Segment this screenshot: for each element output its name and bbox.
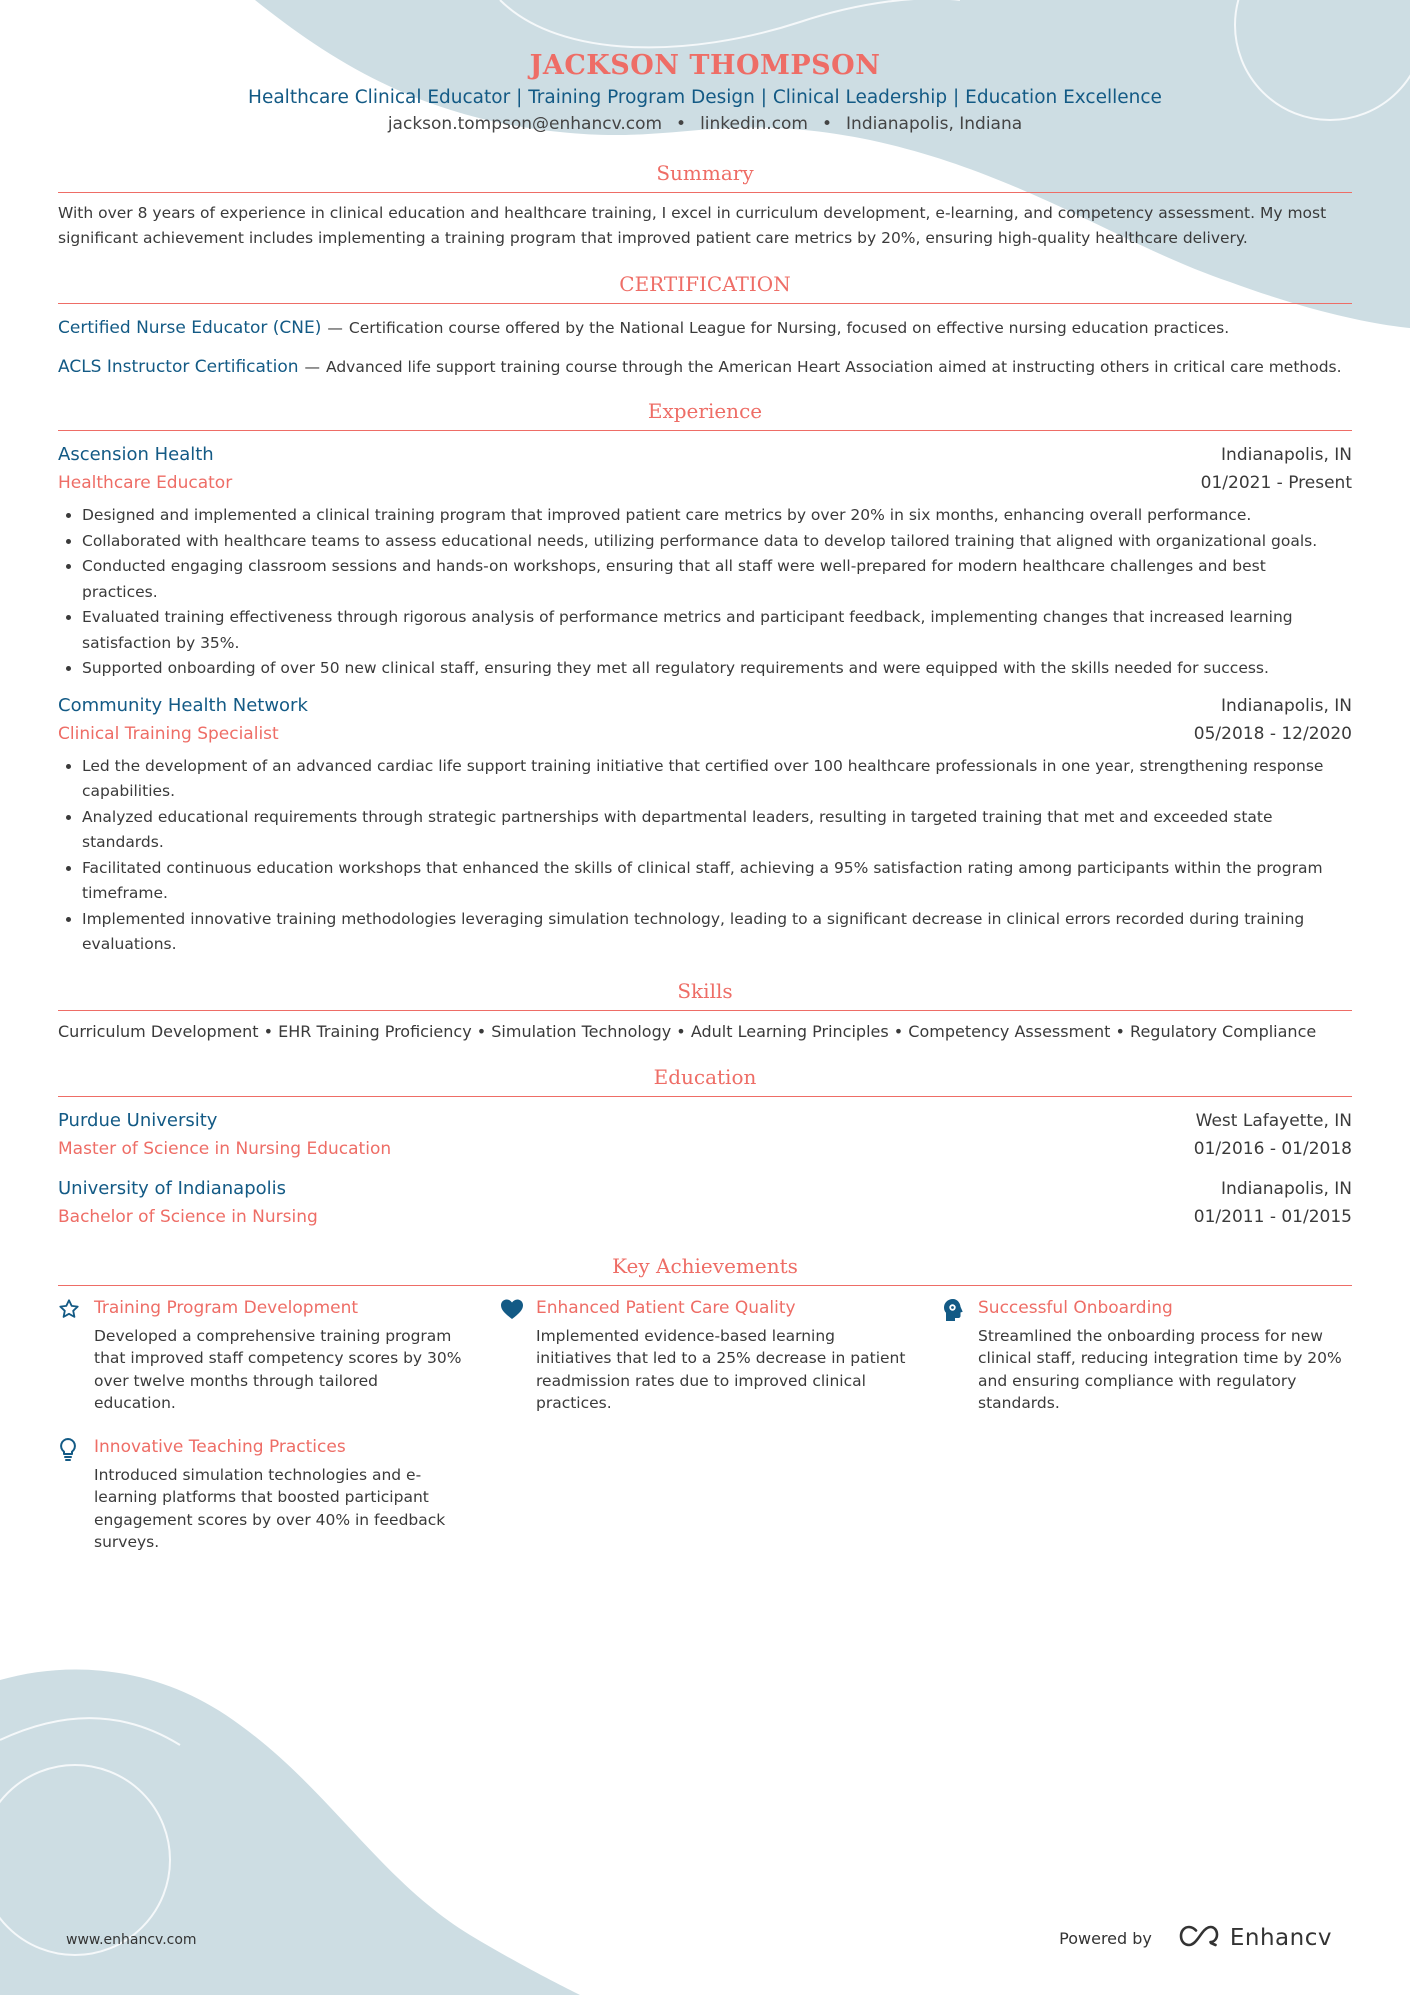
enhancv-brand-name[interactable]: Enhancv [1229, 1925, 1332, 1951]
contact-separator: • [822, 114, 833, 134]
job-title: Healthcare Educator [58, 473, 233, 493]
candidate-headline: Healthcare Clinical Educator | Training Program Design | Clinical Leadership | Education Excellence [248, 87, 1162, 108]
achievement-title: Successful Onboarding [978, 1297, 1173, 1318]
powered-by-label: Powered by [1059, 1928, 1152, 1948]
job-bullet: • Led the development of an advanced cardiac life support training initiative that certified over 100 healthcare professionals in one year, strengthening response capabilities. [82, 754, 1352, 805]
skills-section [58, 978, 1352, 1044]
section-divider [58, 1010, 1352, 1011]
head-icon [942, 1294, 978, 1415]
experience-section [58, 398, 1352, 958]
job-bullets [58, 503, 1352, 682]
achievement-item [58, 1294, 500, 1415]
job-bullet: • Evaluated training effectiveness through rigorous analysis of performance metrics and participant feedback, implementing changes that increased learning satisfaction by 35%. [82, 605, 1352, 656]
education-dates: 01/2016 - 01/2018 [1193, 1138, 1352, 1159]
school-location: West Lafayette, IN [1195, 1110, 1352, 1131]
job-bullet: • Designed and implemented a clinical training program that improved patient care metrics by over 20% in six months, enhancing overall performance. [82, 503, 1352, 529]
certification-description: Certification course offered by the National League for Nursing, focused on effective nursing education practices. [348, 319, 1230, 337]
job-bullet: • Facilitated continuous education workshops that enhanced the skills of clinical staff, achieving a 95% satisfaction rating among participants within the program timeframe. [82, 856, 1352, 907]
education-section [58, 1064, 1352, 1231]
enhancv-logo-icon[interactable] [1178, 1924, 1222, 1952]
school-name: Purdue University [58, 1109, 218, 1131]
education-entry [58, 1107, 1352, 1163]
footer-website-link[interactable]: www.enhancv.com [66, 1932, 197, 1948]
website-link[interactable]: linkedin.com [700, 114, 808, 134]
lightbulb-icon [58, 1433, 94, 1554]
achievement-item [942, 1294, 1352, 1415]
education-dates: 01/2011 - 01/2015 [1193, 1206, 1352, 1227]
section-divider [58, 430, 1352, 431]
section-title-skills: Skills [677, 978, 733, 1003]
job-bullet: • Collaborated with healthcare teams to assess educational needs, utilizing performance data to develop tailored training that aligned with organizational goals. [82, 529, 1352, 555]
resume-header [58, 0, 1352, 136]
degree-name: Master of Science in Nursing Education [58, 1138, 392, 1159]
candidate-name: JACKSON THOMPSON [529, 50, 881, 81]
company-name: Ascension Health [58, 444, 214, 465]
section-title-achievements: Key Achievements [612, 1253, 798, 1278]
job-bullet: • Conducted engaging classroom sessions and hands-on workshops, ensuring that all staff were well-prepared for modern healthcare challenges and best practices. [82, 554, 1352, 605]
degree-name: Bachelor of Science in Nursing [58, 1206, 318, 1227]
resume-page [58, 0, 1352, 1554]
achievement-item [500, 1294, 942, 1415]
certification-separator: — [304, 358, 320, 376]
footer-branding [1059, 1924, 1332, 1952]
summary-section [58, 160, 1352, 251]
location-text: Indianapolis, Indiana [846, 114, 1023, 134]
section-divider [58, 192, 1352, 193]
achievement-description: Streamlined the onboarding process for new clinical staff, reducing integration time by 20% and ensuring compliance with regulatory standards. [978, 1326, 1342, 1412]
certification-name: ACLS Instructor Certification [58, 357, 299, 377]
certification-section [58, 271, 1352, 380]
job-dates: 01/2021 - Present [1200, 473, 1352, 493]
section-title-certification: CERTIFICATION [619, 272, 791, 296]
certification-item [58, 316, 1352, 341]
contact-separator: • [676, 114, 687, 134]
job-dates: 05/2018 - 12/2020 [1193, 723, 1352, 744]
summary-text: With over 8 years of experience in clinical education and healthcare training, I excel in curriculum development, e-learning, and competency assessment. My most significant achievement includes implementing a training program that improved patient care metrics by 20%, ensuring high-quality healthcare delivery. [58, 204, 1327, 247]
certification-name: Certified Nurse Educator (CNE) [58, 318, 322, 338]
school-location: Indianapolis, IN [1221, 1178, 1352, 1199]
section-title-education: Education [653, 1064, 757, 1089]
achievement-description: Introduced simulation technologies and e-learning platforms that boosted participant engagement scores by over 40% in feedback surveys. [94, 1465, 446, 1551]
achievement-title: Training Program Development [94, 1297, 359, 1318]
section-title-summary: Summary [656, 161, 754, 185]
achievements-grid [58, 1294, 1352, 1554]
heart-icon [500, 1294, 536, 1415]
job-bullets [58, 754, 1352, 958]
job-location: Indianapolis, IN [1221, 695, 1352, 716]
achievement-title: Enhanced Patient Care Quality [536, 1297, 796, 1318]
company-name: Community Health Network [58, 694, 308, 716]
job-title: Clinical Training Specialist [58, 723, 279, 744]
certification-item [58, 355, 1352, 380]
school-name: University of Indianapolis [58, 1177, 287, 1199]
job-bullet: • Analyzed educational requirements through strategic partnerships with departmental leaders, resulting in targeted training that met and exceeded state standards. [82, 805, 1352, 856]
star-icon [58, 1294, 94, 1415]
section-divider [58, 1096, 1352, 1097]
job-bullet: • Supported onboarding of over 50 new clinical staff, ensuring they met all regulatory requirements and were equipped with the skills needed for success. [82, 656, 1352, 682]
job-location: Indianapolis, IN [1221, 445, 1352, 465]
certification-separator: — [327, 319, 343, 337]
certification-description: Advanced life support training course through the American Heart Association aimed at instructing others in critical care methods. [326, 358, 1342, 376]
job-bullet: • Implemented innovative training methodologies leveraging simulation technology, leading to a significant decrease in clinical errors recorded during training evaluations. [82, 907, 1352, 958]
achievement-title: Innovative Teaching Practices [94, 1436, 346, 1457]
section-divider [58, 1285, 1352, 1286]
education-entry [58, 1175, 1352, 1231]
achievements-section [58, 1253, 1352, 1554]
email-link[interactable]: jackson.tompson@enhancv.com [387, 114, 663, 134]
experience-entry [58, 441, 1352, 682]
experience-entry [58, 692, 1352, 958]
section-divider [58, 303, 1352, 304]
skills-list: Curriculum Development • EHR Training Proficiency • Simulation Technology • Adult Learning Principles • Competency Assessment • Regulatory Compliance [58, 1021, 1317, 1041]
achievement-description: Developed a comprehensive training program that improved staff competency scores by 30% over twelve months through tailored education. [94, 1326, 462, 1412]
achievement-item [58, 1433, 500, 1554]
section-title-experience: Experience [647, 399, 763, 423]
contact-info [58, 112, 1352, 136]
achievement-description: Implemented evidence-based learning initiatives that led to a 25% decrease in patient readmission rates due to improved clinical practices. [536, 1326, 906, 1412]
